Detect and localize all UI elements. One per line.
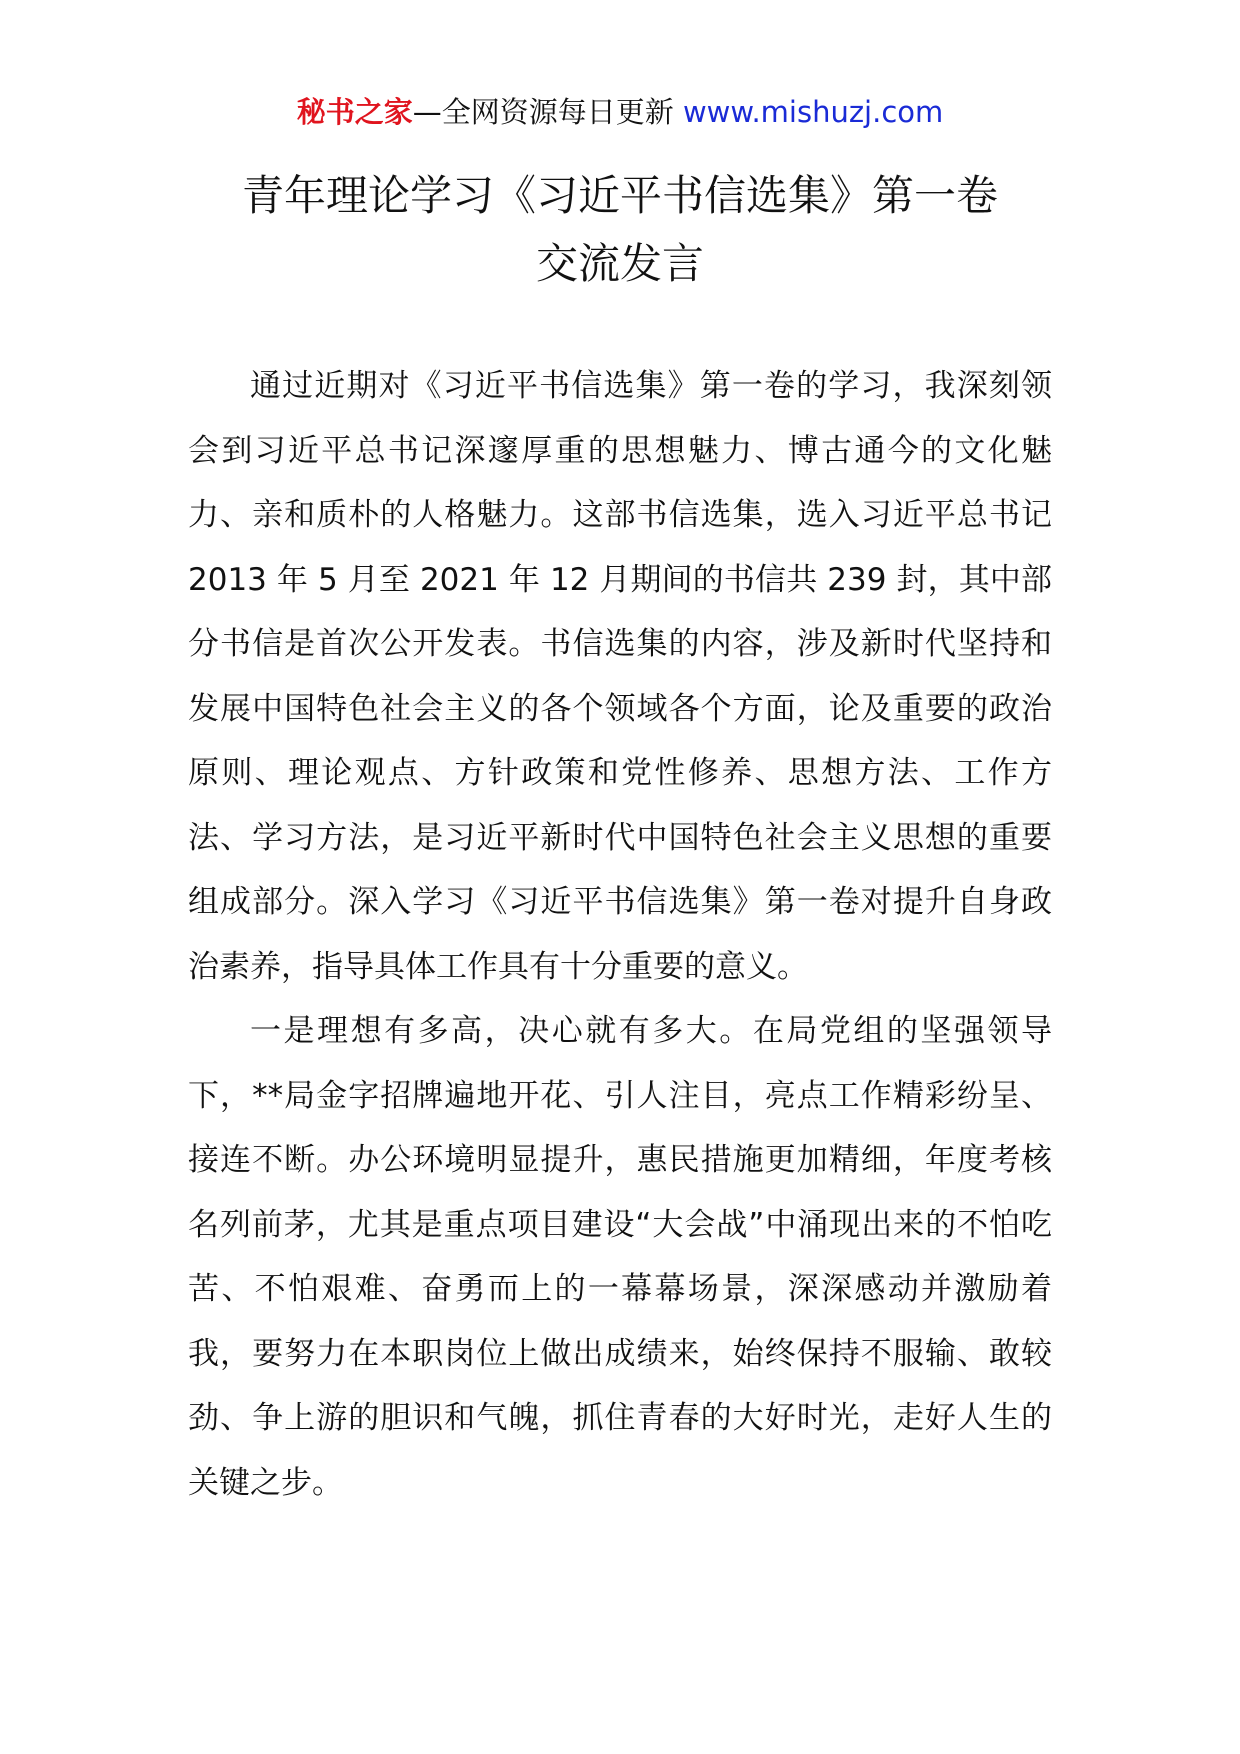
document-title: [100, 162, 1140, 298]
document-title-line-1: 青年理论学习《习近平书信选集》第一卷: [241, 171, 998, 220]
site-url-link[interactable]: www.mishuzj.com: [682, 95, 944, 129]
document-body: [188, 354, 1052, 1515]
site-slogan: —全网资源每日更新: [412, 95, 683, 129]
site-header: [0, 92, 1240, 132]
body-paragraph-1: 通过近期对《习近平书信选集》第一卷的学习，我深刻领会到习近平总书记深邃厚重的思想魅力、博古通今的文化魅力、亲和质朴的人格魅力。这部书信选集，选入习近平总书记 2013 年 5 月至 2021 年 12 月期间的书信共 239 封，其中部分书信是首次公开发表。书信选集的内容，涉及新时代坚持和发展中国特色社会主义的各个领域各个方面，论及重要的政治原则、理论观点、方针政策和党性修养、思想方法、工作方法、学习方法，是习近平新时代中国特色社会主义思想的重要组成部分。深入学习《习近平书信选集》第一卷对提升自身政治素养，指导具体工作具有十分重要的意义。: [188, 368, 1052, 985]
body-paragraph-2: 一是理想有多高，决心就有多大。在局党组的坚强领导下，**局金字招牌遍地开花、引人注目，亮点工作精彩纷呈、接连不断。办公环境明显提升，惠民措施更加精细，年度考核名列前茅，尤其是重点项目建设“大会战”中涌现出来的不怕吃苦、不怕艰难、奋勇而上的一幕幕场景，深深感动并激励着我，要努力在本职岗位上做出成绩来，始终保持不服输、敢较劲、争上游的胆识和气魄，抓住青春的大好时光，走好人生的关键之步。: [188, 1013, 1052, 1501]
document-title-line-2: 交流发言: [535, 239, 704, 288]
site-brand: 秘书之家: [296, 95, 413, 129]
